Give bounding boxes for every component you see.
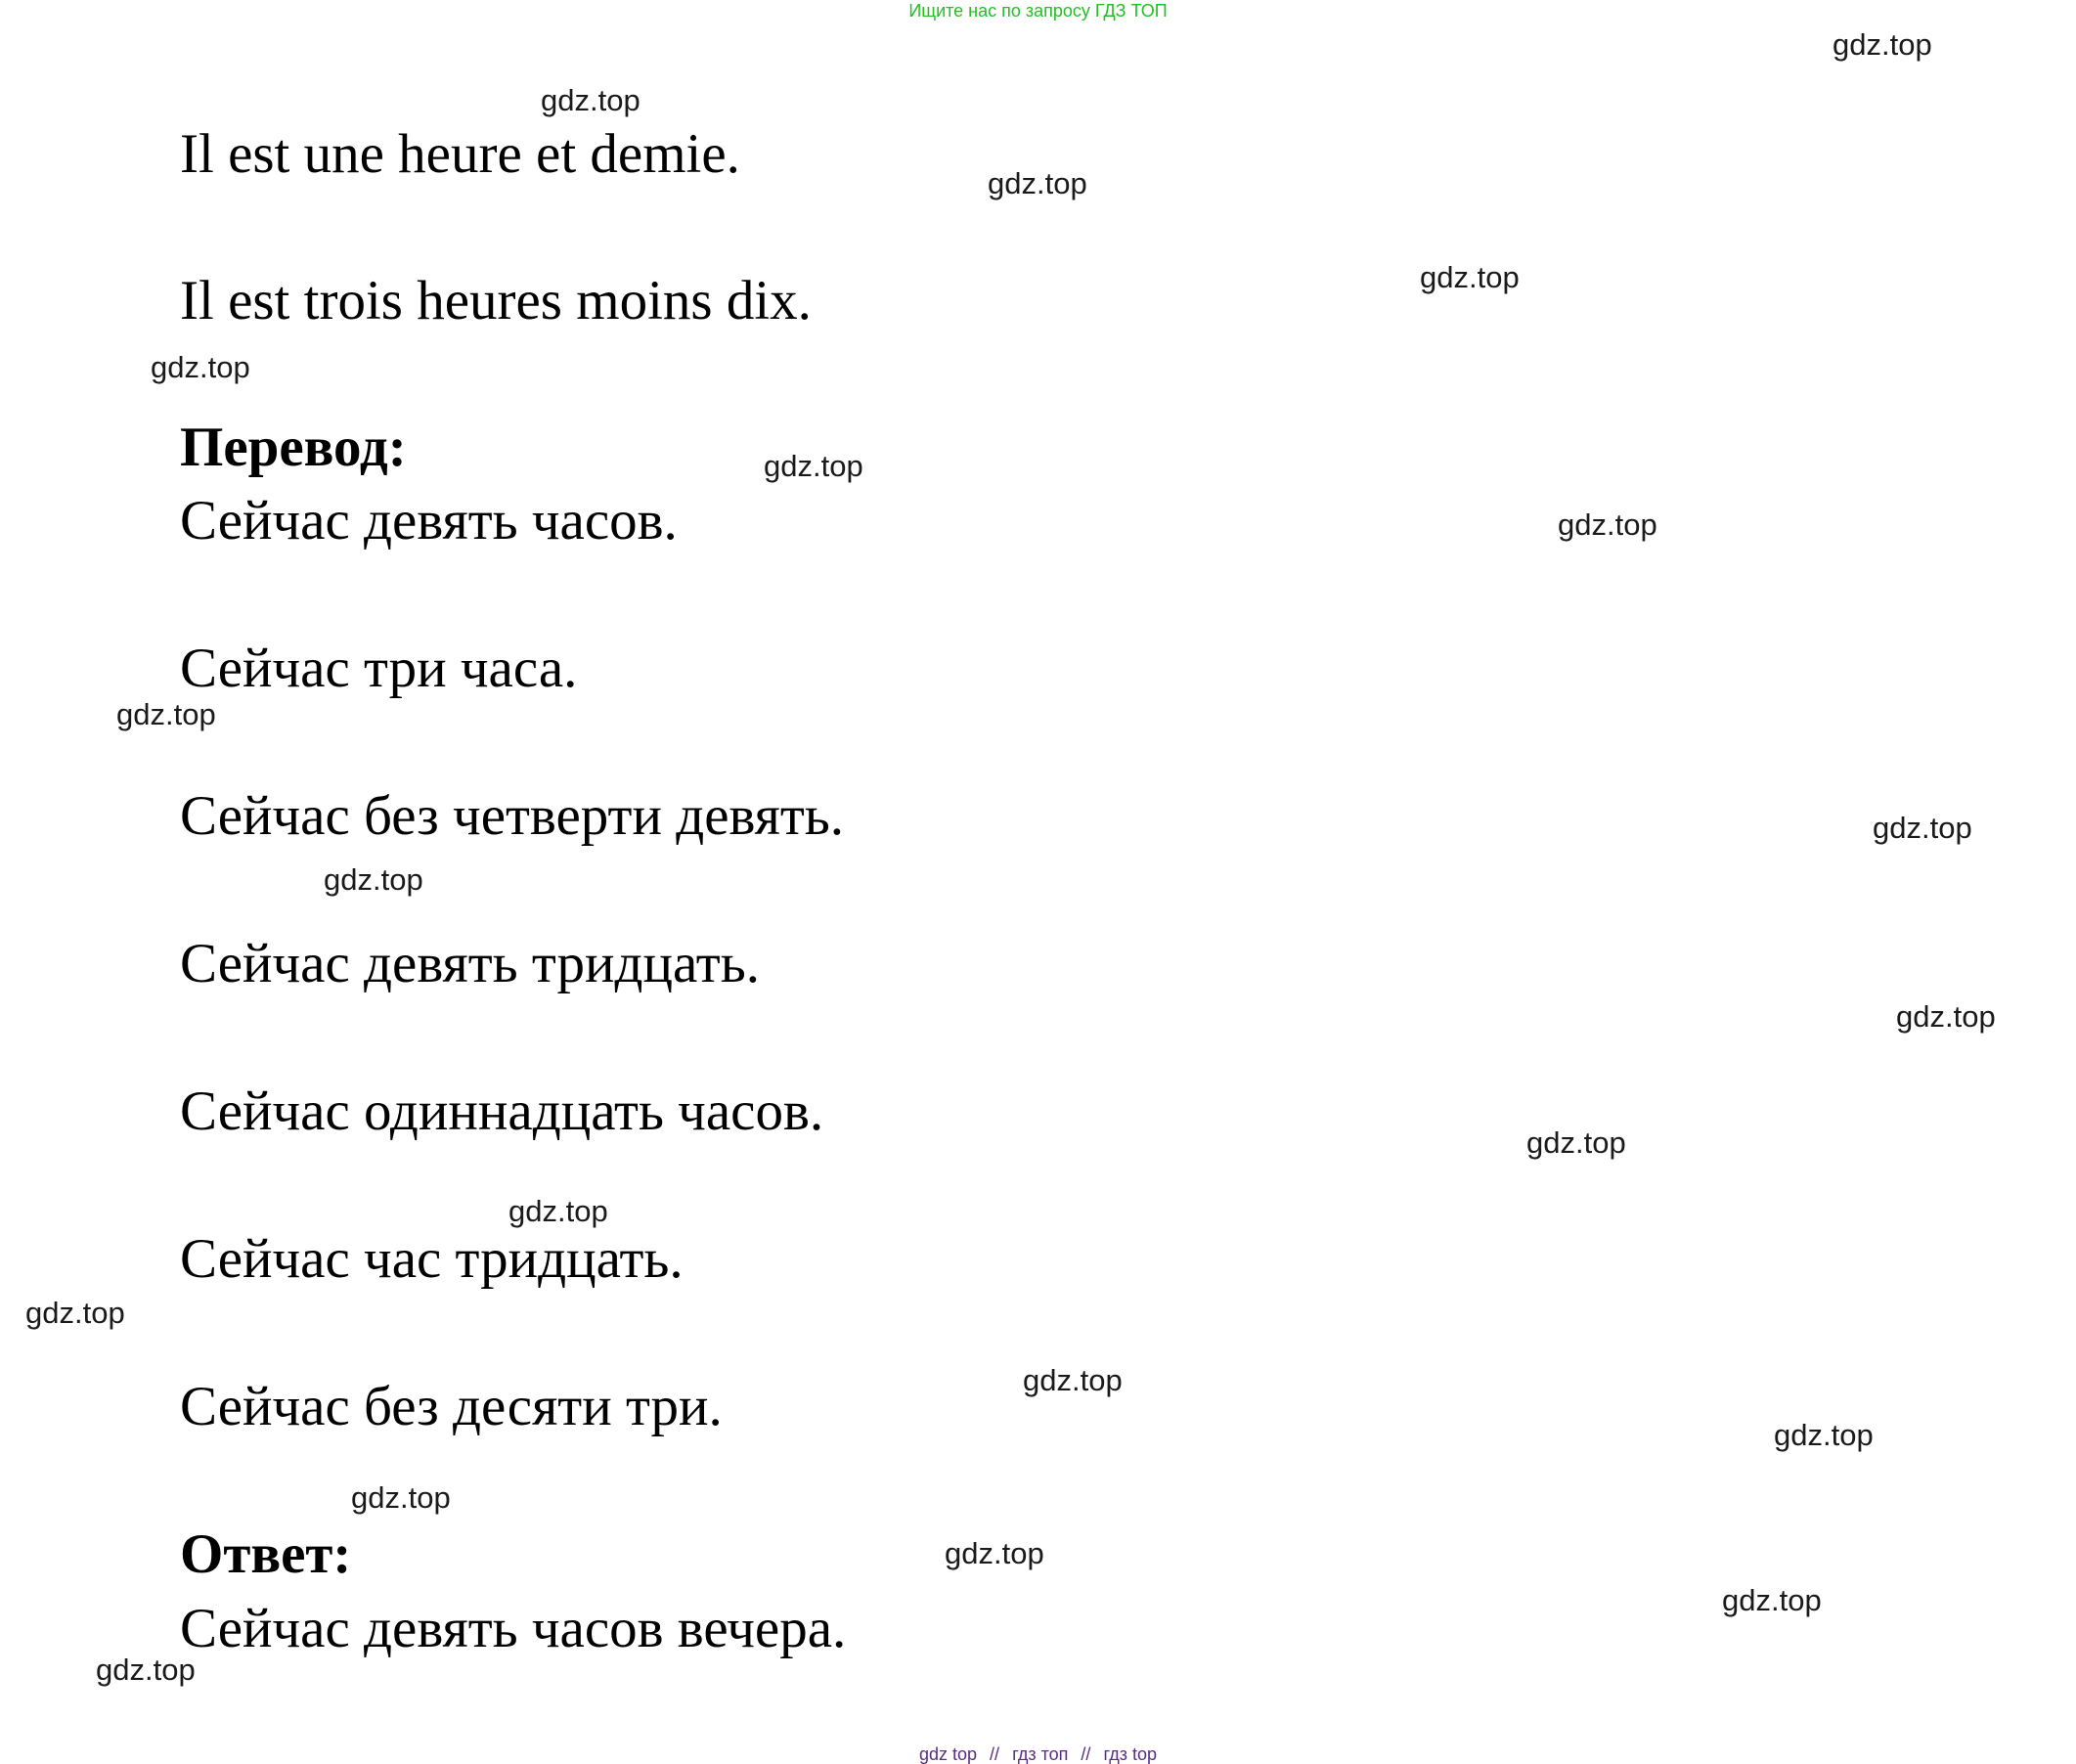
- russian-line-6: Сейчас час тридцать.: [180, 1228, 684, 1290]
- footer-separator: //: [1081, 1744, 1091, 1764]
- watermark: gdz.top: [25, 1296, 125, 1330]
- watermark: gdz.top: [1896, 999, 1996, 1034]
- watermark: gdz.top: [1873, 811, 1972, 845]
- footer-link-gdz-top-mixed[interactable]: гдз top: [1103, 1744, 1157, 1764]
- footer-link-gdz-top[interactable]: gdz top: [918, 1744, 978, 1764]
- watermark: gdz.top: [1833, 27, 1932, 62]
- french-line-1: Il est une heure et demie.: [180, 123, 740, 185]
- watermark: gdz.top: [116, 697, 216, 731]
- watermark: gdz.top: [1023, 1363, 1123, 1397]
- russian-line-1: Сейчас девять часов.: [180, 490, 678, 551]
- watermark: gdz.top: [988, 166, 1087, 200]
- watermark: gdz.top: [764, 449, 863, 483]
- top-banner: Ищите нас по запросу ГДЗ ТОП: [908, 1, 1168, 21]
- watermark: gdz.top: [1774, 1418, 1874, 1452]
- footer-separator: //: [990, 1744, 1000, 1764]
- russian-line-4: Сейчас девять тридцать.: [180, 933, 760, 994]
- translation-heading: Перевод:: [180, 417, 407, 478]
- watermark: gdz.top: [151, 350, 250, 384]
- watermark: gdz.top: [1420, 260, 1520, 294]
- answer-heading: Ответ:: [180, 1523, 352, 1585]
- watermark: gdz.top: [1722, 1583, 1822, 1617]
- watermark: gdz.top: [324, 862, 423, 897]
- watermark: gdz.top: [945, 1536, 1044, 1570]
- answer-line: Сейчас девять часов вечера.: [180, 1598, 847, 1659]
- watermark: gdz.top: [541, 83, 640, 117]
- footer-link-gdz-top-ru[interactable]: гдз топ: [1012, 1744, 1069, 1764]
- footer-links: [0, 1744, 2076, 1764]
- watermark: gdz.top: [96, 1653, 196, 1687]
- russian-line-5: Сейчас одиннадцать часов.: [180, 1080, 824, 1142]
- watermark: gdz.top: [508, 1194, 608, 1228]
- watermark: gdz.top: [351, 1480, 451, 1515]
- watermark: gdz.top: [1526, 1125, 1626, 1160]
- russian-line-2: Сейчас три часа.: [180, 638, 578, 699]
- watermark: gdz.top: [1558, 507, 1657, 542]
- french-line-2: Il est trois heures moins dix.: [180, 270, 812, 331]
- russian-line-7: Сейчас без десяти три.: [180, 1376, 723, 1437]
- russian-line-3: Сейчас без четверти девять.: [180, 785, 845, 847]
